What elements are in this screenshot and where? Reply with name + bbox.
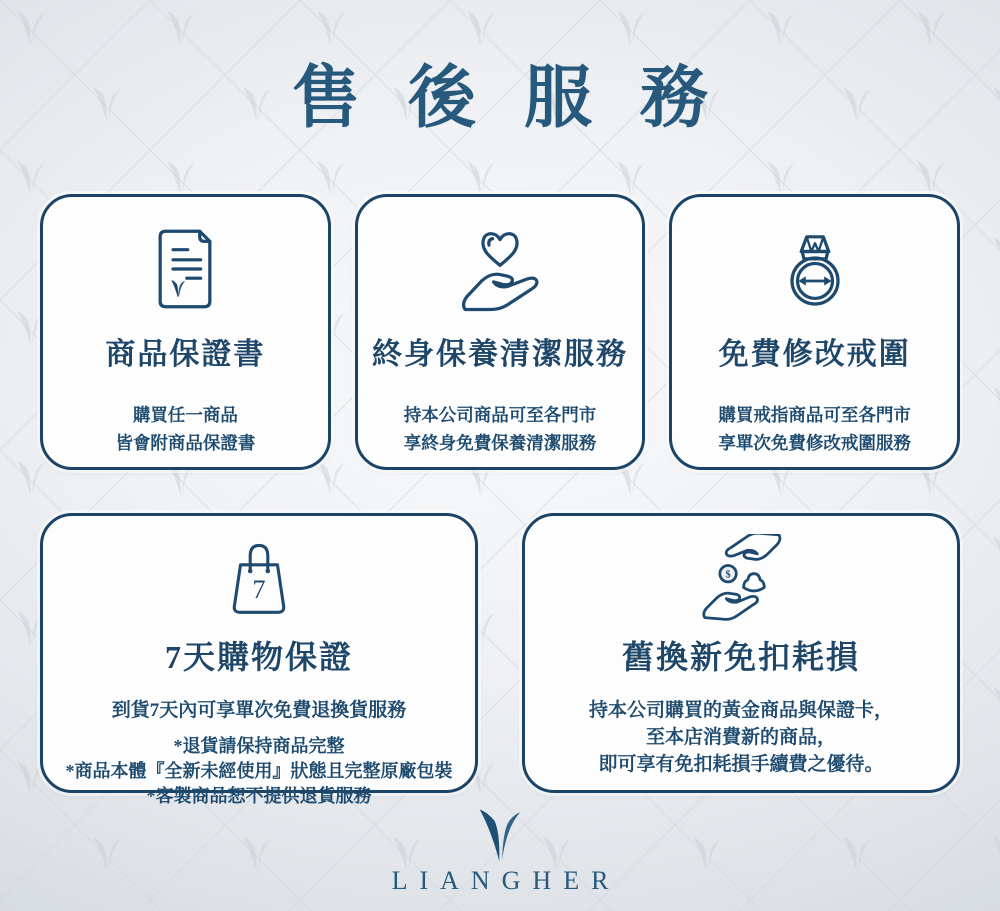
- card-note-line: *退貨請保持商品完整: [173, 735, 345, 756]
- card-note-line: *商品本體『全新未經使用』狀態且完整原廠包裝: [65, 760, 453, 781]
- ring-resize-icon: [769, 223, 861, 315]
- card-lifetime-cleaning: [355, 194, 646, 470]
- card-body: [718, 401, 911, 458]
- card-text-line: 享終身免費保養清潔服務: [403, 433, 597, 454]
- card-title: 終身保養清潔服務: [371, 338, 628, 371]
- card-text-line: 享單次免費修改戒圍服務: [718, 433, 911, 454]
- card-body: [404, 401, 597, 458]
- brand-wordmark: LIANGHER: [391, 866, 621, 895]
- card-note-line: *客製商品恕不提供退貨服務: [146, 785, 372, 806]
- liangher-v-logo: [477, 808, 523, 864]
- card-7day-guarantee: [40, 513, 478, 806]
- page-title: 售後服務: [291, 60, 756, 136]
- card-body: [589, 698, 893, 779]
- heart-in-hand-icon: [454, 223, 546, 315]
- card-text-line: 購買戒指商品可至各門市: [718, 405, 911, 425]
- hands-exchange-gold-icon: [697, 534, 785, 622]
- card-title: 商品保證書: [105, 338, 266, 371]
- card-body: [66, 698, 453, 808]
- bag-number-label: 7: [252, 574, 266, 605]
- card-text-line: 持本公司商品可至各門市: [403, 405, 597, 425]
- certificate-document-icon: [139, 223, 231, 315]
- card-product-warranty: [40, 194, 331, 470]
- brand-footer: [0, 808, 1000, 896]
- card-text-line: 購買任一商品: [132, 405, 238, 425]
- shopping-bag-7-icon: [215, 534, 303, 622]
- card-text-line: 到貨7天內可享單次免費退換貨服務: [111, 700, 407, 721]
- card-text-line: 至本店消費新的商品，: [645, 726, 836, 748]
- top-card-row: [40, 194, 960, 470]
- card-gold-trade-in: [522, 513, 960, 793]
- card-ring-resize: [669, 194, 960, 470]
- card-title: 7天購物保證: [164, 639, 353, 675]
- bottom-card-row: [40, 513, 960, 806]
- card-title: 舊換新免扣耗損: [621, 639, 860, 675]
- card-text-line: 持本公司購買的黃金商品與保證卡，: [588, 700, 893, 721]
- coin-dollar-label: $: [725, 569, 731, 581]
- card-body: [115, 401, 255, 458]
- card-text-line: 皆會附商品保證書: [115, 433, 256, 454]
- card-title: 免費修改戒圍: [718, 338, 911, 371]
- card-text-line: 即可享有免扣耗損手續費之優待。: [598, 753, 884, 775]
